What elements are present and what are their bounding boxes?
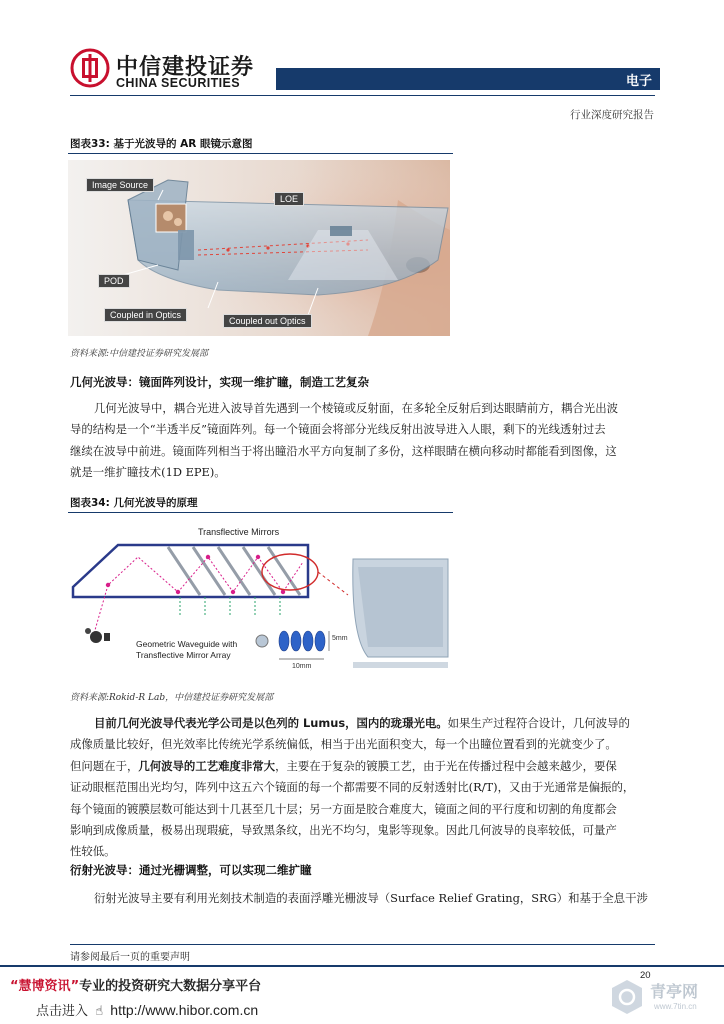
report-type: 行业深度研究报告 bbox=[570, 109, 654, 121]
page-header bbox=[70, 48, 660, 100]
label-coupled-in: Coupled in Optics bbox=[104, 308, 187, 322]
disclaimer-text: 请参阅最后一页的重要声明 bbox=[70, 952, 190, 963]
figure33-image bbox=[68, 160, 450, 336]
lumus-paragraph bbox=[70, 713, 656, 863]
figure34-rule bbox=[68, 512, 453, 513]
watermark-logo bbox=[608, 977, 712, 1017]
promo-brand: 慧博资讯 bbox=[18, 979, 71, 994]
hand-pointer-icon: ☝ bbox=[95, 1004, 104, 1019]
paragraph-line: 几何光波导中，耦合光进入波导首先遇到一个棱镜或反射面，在多轮全反射后到达眼睛前方，耦合光出波 bbox=[94, 401, 618, 415]
bold-lead: 目前几何光波导代表光学公司是以色列的 Lumus，国内的珑璟光电。 bbox=[94, 716, 448, 730]
line-start: 但问题在于， bbox=[70, 758, 139, 773]
paragraph-line: 每个镜面的镀膜层数可能达到十几甚至几十层；另一方面是胶合难度大，镜面之间的平行度和切割的角度都会 bbox=[70, 801, 617, 816]
company-name-cn: 中信建投证券 bbox=[116, 55, 255, 80]
footer-bar bbox=[0, 965, 724, 967]
figure34-source: 资料来源:Rokid-R Lab，中信建投证券研究发展部 bbox=[70, 693, 274, 703]
figure33-rule bbox=[68, 153, 453, 154]
figure34-title: 图表34: 几何光波导的原理 bbox=[70, 497, 198, 509]
paragraph-line: 成像质量比较好，但光效率比传统光学系统偏低，相当于出光面积变大，每一个出瞳位置看到的光就变少了。 bbox=[70, 737, 617, 752]
sector-banner bbox=[276, 68, 660, 90]
header-divider bbox=[70, 95, 655, 96]
promo-quote-close: ” bbox=[70, 979, 80, 994]
label-transflective-mirrors: Transflective Mirrors bbox=[198, 527, 280, 537]
section1-paragraph bbox=[70, 398, 656, 484]
paragraph-line: 就是一维扩瞳技术(1D EPE)。 bbox=[70, 465, 226, 480]
promo-url-link[interactable]: http://www.hibor.com.cn bbox=[110, 1002, 259, 1018]
line-rest: 如果生产过程符合设计，几何波导的 bbox=[447, 716, 630, 730]
section2-title: 衍射光波导：通过光栅调整，可以实现二维扩瞳 bbox=[70, 863, 312, 877]
paragraph-line: 影响到成像质量，极易出现瑕疵，导致黑条纹，出光不均匀，鬼影等现象。因此几何波导的良率较低，可量产 bbox=[70, 823, 617, 838]
figure33-title: 图表33: 基于光波导的 AR 眼镜示意图 bbox=[70, 138, 253, 150]
section1-title: 几何光波导：镜面阵列设计，实现一维扩瞳，制造工艺复杂 bbox=[70, 375, 369, 389]
figure34-caption-line1: Geometric Waveguide with bbox=[136, 639, 238, 649]
paragraph-line: 继续在波导中前进。镜面阵列相当于将出瞳沿水平方向复制了多份，这样眼睛在横向移动时都能看到图像，这 bbox=[70, 443, 617, 458]
paragraph-line: 导的结构是一个“半透半反”镜面阵列。每一个镜面会将部分光线反射出波导进入人眼，剩下的光线透射过去 bbox=[70, 422, 606, 437]
promo-banner bbox=[10, 975, 261, 994]
sector-label: 电子 bbox=[625, 74, 652, 89]
figure34-image bbox=[68, 517, 453, 682]
label-image-source: Image Source bbox=[86, 178, 154, 192]
figure33-source: 资料来源:中信建投证券研究发展部 bbox=[70, 349, 209, 359]
section2-paragraph bbox=[70, 888, 656, 909]
promo-click-label: 点击进入 bbox=[36, 1004, 89, 1019]
paragraph-line: 衍射光波导主要有利用光刻技术制造的表面浮雕光栅波导（Surface Relief Grating，SRG）和基于全息干涉 bbox=[94, 891, 648, 905]
bold-emphasis: 几何波导的工艺难度非常大 bbox=[138, 758, 276, 773]
promo-text: 专业的投资研究大数据分享平台 bbox=[79, 979, 262, 994]
page-number: 20 bbox=[640, 970, 651, 981]
footer-divider bbox=[70, 944, 655, 945]
promo-quote-open: “ bbox=[10, 979, 19, 994]
label-10mm: 10mm bbox=[292, 663, 312, 670]
paragraph-line bbox=[70, 756, 656, 777]
citic-logo-icon bbox=[70, 48, 110, 88]
promo-link-row[interactable] bbox=[36, 1000, 258, 1019]
watermark-text: 青亭网 bbox=[650, 982, 699, 1001]
company-name-en: CHINA SECURITIES bbox=[116, 76, 241, 90]
watermark-hex-icon bbox=[608, 978, 646, 1016]
paragraph-line: 性较低。 bbox=[70, 844, 116, 859]
label-pod: POD bbox=[98, 274, 130, 288]
label-loe: LOE bbox=[274, 192, 304, 206]
line-rest: ，主要在于复杂的镀膜工艺，由于光在传播过程中会越来越少，要保 bbox=[275, 758, 617, 773]
label-5mm: 5mm bbox=[332, 635, 348, 642]
figure34-caption-line2: Transflective Mirror Array bbox=[136, 650, 231, 660]
paragraph-line: 证动眼框范围出光均匀，阵列中这五六个镜面的每一个都需要不同的反射透射比(R/T)，又由于光通常是偏振的， bbox=[70, 780, 635, 795]
watermark-url: www.7tin.cn bbox=[654, 1002, 697, 1011]
label-coupled-out: Coupled out Optics bbox=[223, 314, 312, 328]
paragraph-line bbox=[70, 713, 656, 734]
geometric-waveguide-diagram bbox=[68, 517, 453, 682]
